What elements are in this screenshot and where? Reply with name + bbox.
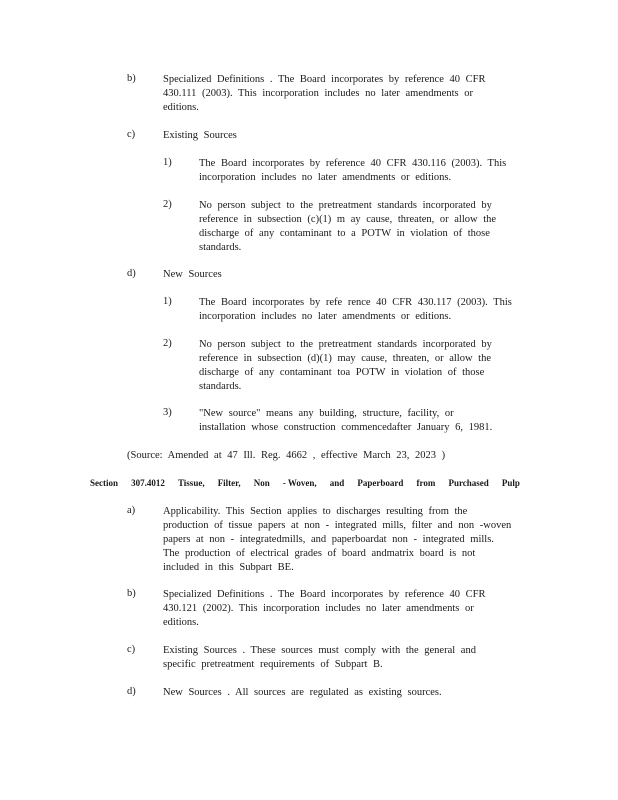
text-line: Specialized Definitions . The Board incorporates by reference 40 CFR <box>163 589 486 600</box>
subitem-label: 2) <box>163 199 172 210</box>
text-line: included in this Subpart BE. <box>163 562 294 573</box>
text-line: papers at non - integratedmills, and paperboardat non - integrated mills. <box>163 534 494 545</box>
item-label: c) <box>127 644 136 655</box>
heading-word: 307.4012 <box>131 478 165 488</box>
text-line: reference in subsection (d)(1) may cause, threaten, or allow the <box>199 353 492 364</box>
heading-word: Tissue, <box>177 478 205 488</box>
heading-word: and <box>329 478 345 488</box>
text-line: New Sources <box>163 269 222 280</box>
subitem-c2 <box>199 199 496 255</box>
subitem-label: 1) <box>163 157 172 168</box>
text-line: Specialized Definitions . The Board incorporates by reference 40 CFR <box>163 74 486 85</box>
subitem-c1 <box>199 157 506 185</box>
text-line: discharge of any contaminant toa POTW in violation of those <box>199 367 485 378</box>
subitem-label: 2) <box>163 338 172 349</box>
item-d-new-sources <box>163 268 222 282</box>
subitem-label: 1) <box>163 296 172 307</box>
item-label: c) <box>127 129 136 140</box>
text-line: discharge of any contaminant to a POTW in violation of those <box>199 228 490 239</box>
text-line: standards. <box>199 381 242 392</box>
text-line: Existing Sources <box>163 130 237 141</box>
text-line: 430.121 (2002). This incorporation includes no later amendments or <box>163 603 474 614</box>
text-line: standards. <box>199 242 242 253</box>
text-line: editions. <box>163 102 199 113</box>
source-note: (Source: Amended at 47 Ill. Reg. 4662 , effective March 23, 2023 ) <box>127 450 446 461</box>
text-line: No person subject to the pretreatment standards incorporated by <box>199 200 492 211</box>
text-line: reference in subsection (c)(1) m ay cause, threaten, or allow the <box>199 214 497 225</box>
heading-word: Section <box>90 478 118 488</box>
item-label: a) <box>127 505 136 516</box>
text-line: installation whose construction commencedafter January 6, 1981. <box>199 422 493 433</box>
text-line: incorporation includes no later amendments or editions. <box>199 311 452 322</box>
heading-word: Paperboard <box>357 478 404 488</box>
heading-word: from <box>416 478 436 488</box>
item-c-existing-sources-2 <box>163 644 476 672</box>
item-d-new-sources-2 <box>163 686 442 700</box>
section-heading <box>90 478 520 488</box>
text-line: The production of electrical grades of board andmatrix board is not <box>163 548 476 559</box>
text-line: The Board incorporates by reference 40 CFR 430.116 (2003). This <box>199 158 507 169</box>
item-label: d) <box>127 268 136 279</box>
item-b-specialized-definitions <box>163 73 485 115</box>
item-label: b) <box>127 73 136 84</box>
text-line: incorporation includes no later amendments or editions. <box>199 172 452 183</box>
text-line: New Sources . All sources are regulated as existing sources. <box>163 687 442 698</box>
item-label: b) <box>127 588 136 599</box>
heading-word: Purchased <box>448 478 489 488</box>
text-line: production of tissue papers at non - integrated mills, filter and non -woven <box>163 520 512 531</box>
text-line: Applicability. This Section applies to discharges resulting from the <box>163 506 468 517</box>
heading-word: - Woven, <box>282 478 317 488</box>
text-line: 430.111 (2003). This incorporation includes no later amendments or <box>163 88 473 99</box>
heading-word: Non <box>253 478 270 488</box>
subitem-d2 <box>199 338 492 394</box>
text-line: editions. <box>163 617 199 628</box>
item-label: d) <box>127 686 136 697</box>
text-line: No person subject to the pretreatment standards incorporated by <box>199 339 492 350</box>
subitem-d1 <box>199 296 512 324</box>
heading-word: Filter, <box>217 478 241 488</box>
subitem-d3 <box>199 407 492 435</box>
item-c-existing-sources <box>163 129 237 143</box>
text-line: Existing Sources . These sources must comply with the general and <box>163 645 476 656</box>
text-line: "New source" means any building, structure, facility, or <box>199 408 454 419</box>
text-line: specific pretreatment requirements of Subpart B. <box>163 659 383 670</box>
subitem-label: 3) <box>163 407 172 418</box>
item-b-specialized-definitions-2 <box>163 588 485 630</box>
heading-word: Pulp <box>501 478 520 488</box>
text-line: The Board incorporates by refe rence 40 CFR 430.117 (2003). This <box>199 297 512 308</box>
item-a-applicability <box>163 505 511 575</box>
